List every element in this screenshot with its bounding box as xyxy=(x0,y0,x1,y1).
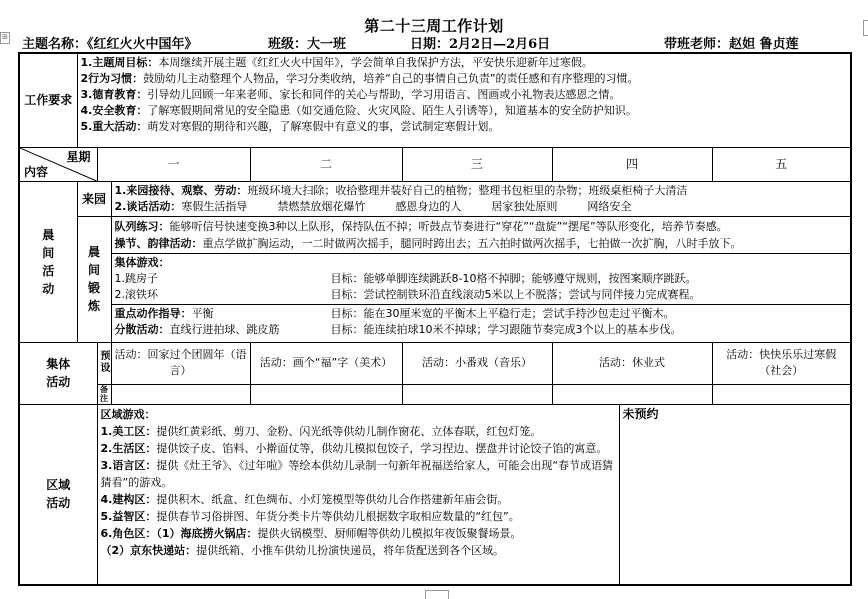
day-tuesday: 二 xyxy=(250,147,402,181)
exercise-content: 队列练习：能够听信号快速变换3种以上队形，保持队伍不掉；听鼓点节奏进行“穿花”“盘旋”“摆尾”等队形变化，培养节奏感。 操节、韵律活动：重点学做扩胸运动，一二时做两次摇手，腿同时跨出去；五六拍时做两次摇手，七拍做一次扩胸，八时手放下。 集体游戏： 1.跳房子 目标：能够单脚连续跳跃8-10格不掉脚；能够遵守规则，按图案顺序跳跃。 2.滚铁环 目标：尝试控制铁环沿直线滚动5米以上不脱落；尝试与同伴接力完成赛程。 重点动作指导：平衡 目标：能在30厘米宽的平衡木上平稳行走；尝试手持沙包走过平衡木。 分散活动：直线行进拍球、跳皮筋 目标：能连续拍球10米不掉球；学习跟随节奏完成3个以上的基本步伐。 xyxy=(111,216,851,342)
note-friday xyxy=(712,384,851,404)
game-row: 2.滚铁环 目标：尝试控制铁环沿直线滚动5米以上不脱落；尝试与同伴接力完成赛程。 xyxy=(114,287,701,301)
group-activity-label: 集体 活动 xyxy=(19,342,97,404)
unplanned-cell: 未预约 xyxy=(619,404,851,585)
area-row xyxy=(19,404,851,585)
date-range: 日期：2月2日—2月6日 xyxy=(410,37,551,52)
note-wednesday xyxy=(402,384,552,404)
exercise-label: 晨 间 锻 炼 xyxy=(77,216,111,342)
split-row: 分散活动：直线行进拍球、跳皮筋 目标：能连续拍球10米不掉球；学习跟随节奏完成3个以上的基本步伐。 xyxy=(114,322,682,336)
arrival-row xyxy=(19,181,851,216)
activity-tuesday: 活动：画个“福”字（美术） xyxy=(250,342,402,384)
arrival-label: 来园 xyxy=(77,181,111,216)
group-plan-label: 预 设 xyxy=(97,342,111,384)
page-title: 第二十三周工作计划 xyxy=(364,17,504,35)
note-thursday xyxy=(552,384,712,404)
weekly-plan-table xyxy=(18,52,852,586)
area-activity-label: 区域 活动 xyxy=(19,404,97,585)
requirements-label: 工作要求 xyxy=(19,53,77,147)
focus-row: 重点动作指导：平衡 目标：能在30厘米宽的平衡木上平稳行走；尝试手持沙包走过平衡木。 xyxy=(114,306,675,320)
game-row: 1.跳房子 目标：能够单脚连续跳跃8-10格不掉脚；能够遵守规则，按图案顺序跳跃。 xyxy=(114,271,697,285)
class-name: 班级：大一班 xyxy=(268,37,347,52)
activity-thursday: 活动：休业式 xyxy=(552,342,712,384)
weekday-corner-cell: 星期 内容 xyxy=(19,147,97,181)
activity-wednesday: 活动：小番戏（音乐） xyxy=(402,342,552,384)
group-note-label: 备 注 xyxy=(97,384,111,404)
area-content: 区域游戏： 1.美工区：提供红黄彩纸、剪刀、金粉、闪光纸等供幼儿制作窗花、立体春联，红包灯笼。 2.生活区：提供饺子皮、馅料、小擀面仗等，供幼儿模拟包饺子，学习捏边、摆盘并讨论饺子馅的寓意。 3.语言区：提供《灶王爷》、《过年啦》等绘本供幼儿录制一句新年祝福送给家人，可能会出现“春节成语猜猜看”的游戏。 4.建构区：提供积木、纸盒、红色绸布、小灯笼模型等供幼儿合作搭建新年庙会街。 5.益智区：提供春节习俗拼图、年货分类卡片等供幼儿根据数字取相应数量的“红包”。 6.角色区：（1）海底捞火锅店：提供火锅模型、厨师帽等供幼儿模拟年夜饭聚餐场景。 （2）京东快递站：提供纸箱、小推车供幼儿扮演快递员，将年货配送到各个区域。 xyxy=(97,404,619,585)
day-monday: 一 xyxy=(97,147,250,181)
note-monday xyxy=(111,384,250,404)
morning-activity-label: 晨 间 活 动 xyxy=(19,181,77,342)
exercise-row xyxy=(19,216,851,342)
table-move-handle-icon[interactable]: ⊞ xyxy=(0,32,10,44)
day-thursday: 四 xyxy=(552,147,712,181)
plan-info-row xyxy=(22,33,868,51)
group-note-row xyxy=(19,384,851,404)
activity-friday: 活动：快快乐乐过寒假（社会） xyxy=(712,342,851,384)
arrival-content: 1.来园接待、观察、劳动：班级环境大扫除；收拾整理并装好自己的植物；整理书包柜里的杂物；班级桌柜椅子大清洁 2.谈话活动：寒假生活指导 禁燃禁放烟花爆竹 感恩身边的人 居家独处原则 网络安全 xyxy=(111,181,851,216)
weekday-header-row xyxy=(19,147,851,181)
day-wednesday: 三 xyxy=(402,147,552,181)
teacher-names: 带班老师：赵妲 鲁贞莲 xyxy=(664,37,799,52)
requirements-row xyxy=(19,53,851,147)
note-tuesday xyxy=(250,384,402,404)
requirements-content: 1.主题周目标：本周继续开展主题《红红火火中国年》，学会简单自我保护方法，平安快乐迎新年过寒假。 2行为习惯：鼓励幼儿主动整理个人物品，学习分类收纳，培养“自己的事情自己负责”的责任感和有序整理的习惯。 3.德育教育：引导幼儿回顾一年来老师、家长和同伴的关心与帮助，学习用语言、图画或小礼物表达感恩之情。 4.安全教育：了解寒假期间常见的安全隐患（如交通危险、火灾风险、陌生人引诱等），知道基本的安全防护知识。 5.重大活动：萌发对寒假的期待和兴趣，了解寒假中有意义的事，尝试制定寒假计划。 xyxy=(77,53,851,147)
activity-monday: 活动：回家过个团圆年（语言） xyxy=(111,342,250,384)
group-plan-row xyxy=(19,342,851,384)
theme-name: 主题名称：《红红火火中国年》 xyxy=(22,37,198,52)
day-friday: 五 xyxy=(712,147,851,181)
